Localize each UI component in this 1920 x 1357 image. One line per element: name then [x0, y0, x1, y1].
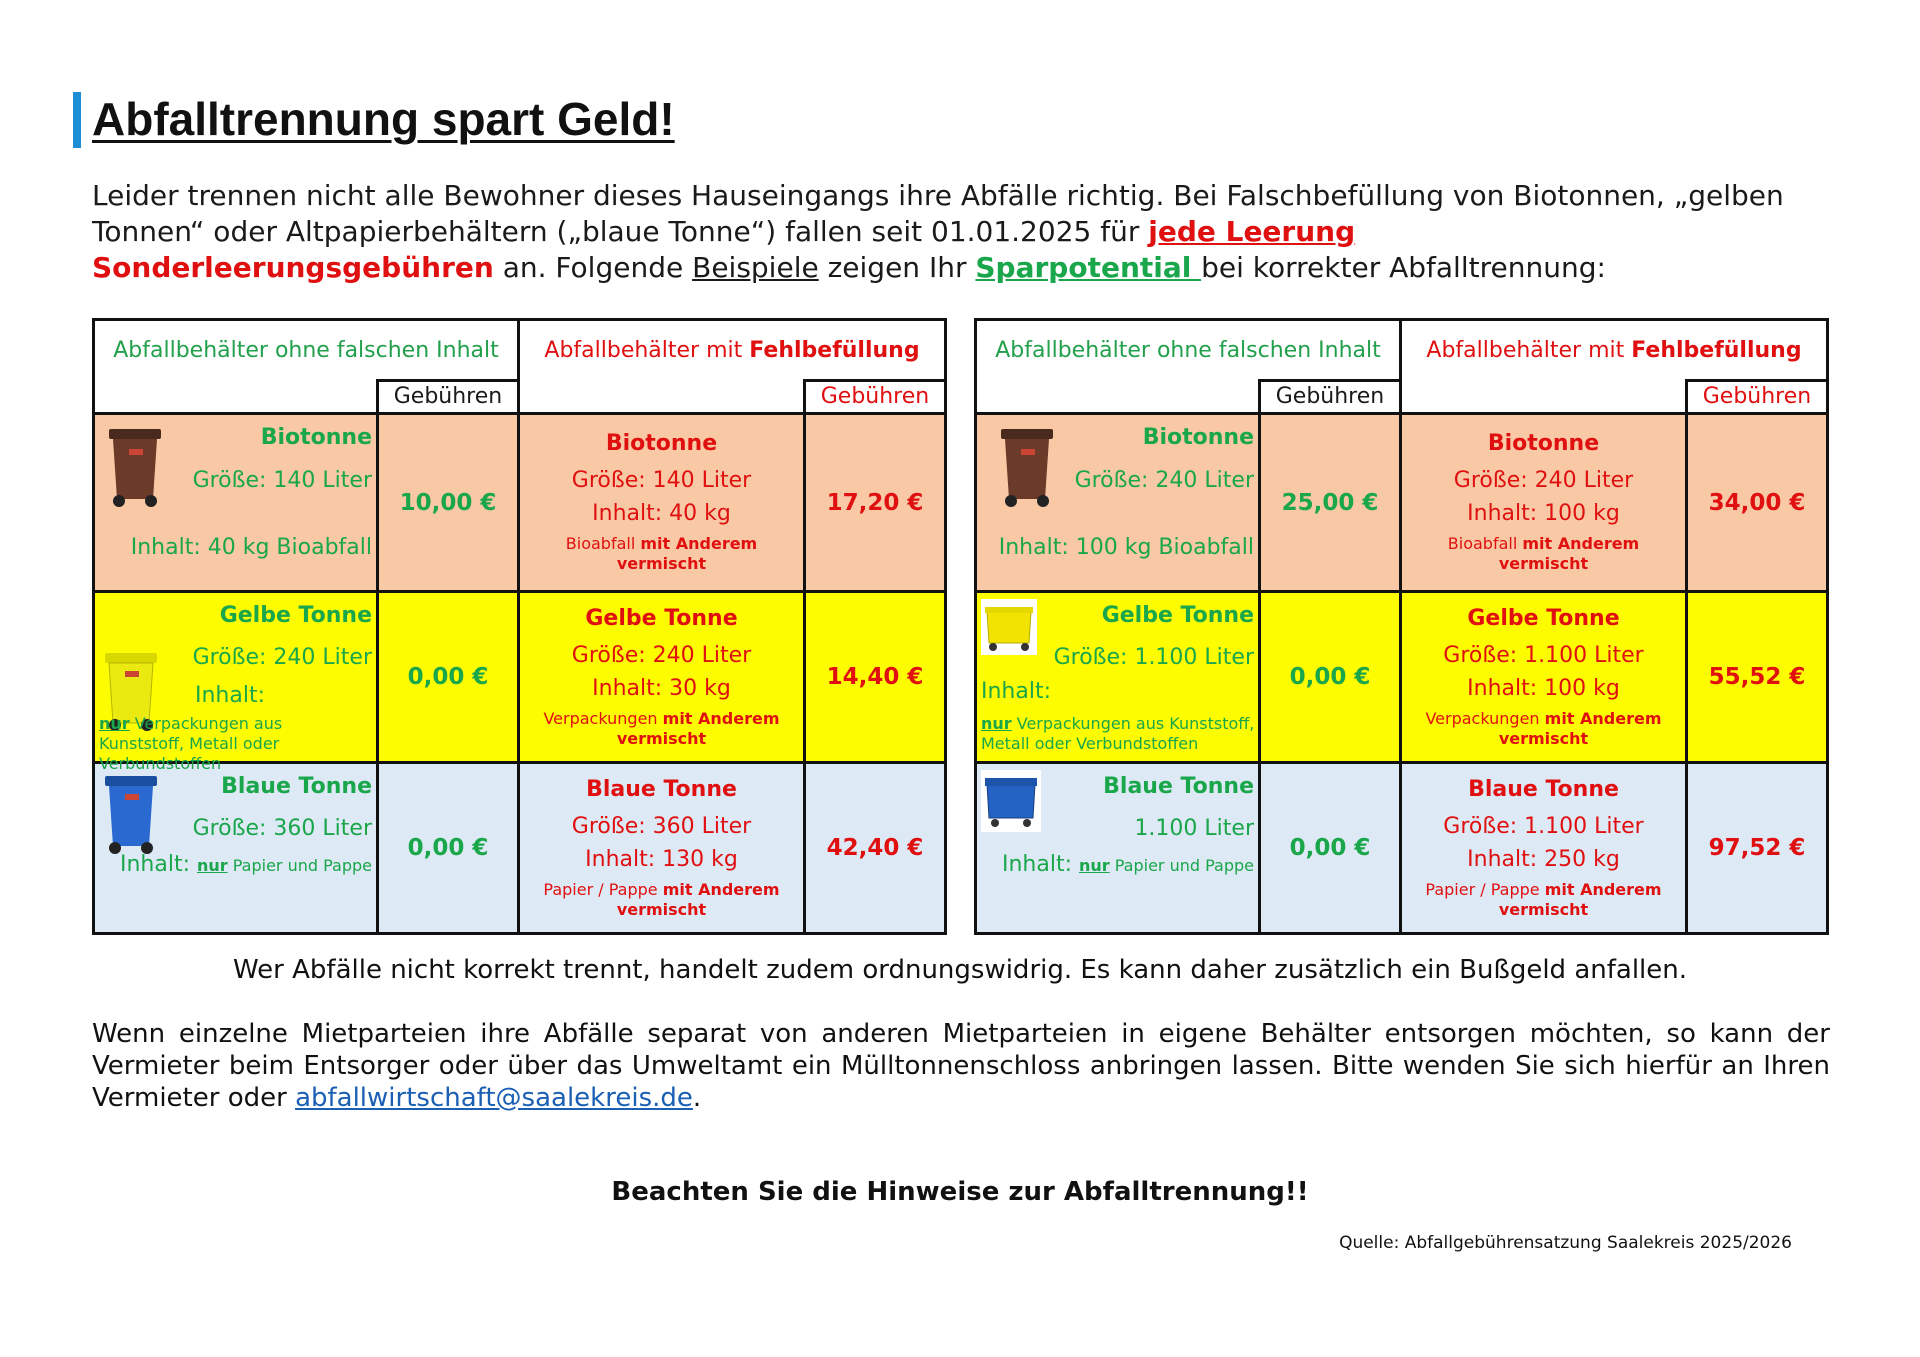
ok-content-detail-text: Papier und Pappe	[227, 856, 372, 875]
brown-bin-icon	[999, 425, 1055, 509]
fee-header-bad: Gebühren	[1687, 381, 1828, 414]
intro-emph-beispiele: Beispiele	[692, 251, 819, 284]
bad-bin-size: Größe: 1.100 Liter	[1443, 813, 1644, 839]
cell-bad-blau	[1401, 763, 1687, 934]
table-row-bio	[94, 414, 946, 592]
ok-bin-size: Größe: 240 Liter	[1074, 468, 1254, 493]
ok-content-detail-text: Papier und Pappe	[1109, 856, 1254, 875]
tenant-paragraph	[92, 1018, 1830, 1114]
header-ok: Abfallbehälter ohne falschen Inhalt	[94, 320, 519, 381]
bad-note-prefix: Bioabfall	[565, 534, 641, 553]
ok-bin-name: Gelbe Tonne	[1101, 603, 1254, 628]
fee-header-bad: Gebühren	[805, 381, 946, 414]
cell-bad-gelb	[519, 592, 805, 763]
intro-text-3: zeigen Ihr	[818, 251, 976, 284]
bad-note-bold: mit Anderem vermischt	[616, 708, 780, 748]
header-spacer	[1401, 381, 1687, 414]
bad-note-bold: mit Anderem vermischt	[616, 879, 780, 919]
ok-bin-content-detail	[981, 714, 1256, 754]
ok-bin-content: Inhalt: 100 kg Bioabfall	[998, 535, 1254, 560]
fee-header-ok: Gebühren	[378, 381, 519, 414]
fee-ok-bio: 10,00 €	[378, 414, 519, 592]
bad-bin-content: Inhalt: 100 kg	[1467, 675, 1620, 701]
bad-bin-name: Gelbe Tonne	[1467, 605, 1620, 631]
ok-content-label: Inhalt:	[1001, 852, 1079, 877]
source-note: Quelle: Abfallgebührensatzung Saalekreis 2025/2026	[1339, 1233, 1792, 1253]
ok-content-detail-text: Verpackungen aus Kunststoff, Metall oder Verbundstoffen	[99, 714, 283, 773]
cell-ok-blau	[976, 763, 1260, 934]
ok-bin-content: Inhalt: 40 kg Bioabfall	[130, 535, 372, 560]
fee-bad-bio: 17,20 €	[805, 414, 946, 592]
fee-ok-blau: 0,00 €	[1260, 763, 1401, 934]
blue-container-icon	[981, 770, 1041, 832]
intro-paragraph	[92, 178, 1832, 286]
intro-text-2: an. Folgende	[493, 251, 693, 284]
cell-ok-gelb	[976, 592, 1260, 763]
header-spacer	[519, 381, 805, 414]
header-spacer	[976, 381, 1260, 414]
header-bad-prefix: Abfallbehälter mit	[544, 337, 750, 363]
ok-content-label: Inhalt:	[119, 852, 197, 877]
fee-bad-blau: 97,52 €	[1687, 763, 1828, 934]
bad-bin-size: Größe: 240 Liter	[571, 642, 752, 668]
intro-emph-jede-leerung: jede Leerung	[1148, 215, 1356, 248]
bad-note-bold: mit Anderem vermischt	[616, 534, 758, 573]
ok-bin-size: Größe: 240 Liter	[192, 645, 372, 670]
bad-bin-content: Inhalt: 100 kg	[1467, 501, 1620, 526]
bad-note-prefix: Papier / Pappe	[1425, 879, 1545, 899]
fee-bad-gelb: 14,40 €	[805, 592, 946, 763]
ok-bin-size: 1.100 Liter	[1134, 816, 1254, 841]
header-bad-bold: Fehlbefüllung	[1631, 337, 1802, 363]
bad-note-bold: mit Anderem vermischt	[1498, 879, 1662, 919]
cell-ok-bio	[976, 414, 1260, 592]
fee-ok-gelb: 0,00 €	[1260, 592, 1401, 763]
ok-bin-size: Größe: 360 Liter	[192, 816, 372, 841]
ok-bin-name: Gelbe Tonne	[219, 603, 372, 628]
cell-bad-blau	[519, 763, 805, 934]
intro-text-4: bei korrekter Abfalltrennung:	[1201, 251, 1606, 284]
intro-emph-sparpotential: Sparpotential	[975, 251, 1202, 284]
cell-ok-bio	[94, 414, 378, 592]
header-bad-prefix: Abfallbehälter mit	[1426, 337, 1632, 363]
ok-bin-size: Größe: 140 Liter	[192, 468, 372, 493]
bad-note-prefix: Bioabfall	[1447, 534, 1523, 553]
table-row-bio	[976, 414, 1828, 592]
bad-bin-content: Inhalt: 40 kg	[592, 501, 731, 526]
bad-bin-size: Größe: 360 Liter	[571, 813, 752, 839]
ok-bin-name: Blaue Tonne	[221, 774, 372, 799]
bad-bin-content: Inhalt: 250 kg	[1467, 846, 1620, 872]
bad-bin-name: Blaue Tonne	[586, 776, 737, 802]
header-ok: Abfallbehälter ohne falschen Inhalt	[976, 320, 1401, 381]
ok-bin-size: Größe: 1.100 Liter	[1053, 645, 1254, 670]
brown-bin-icon	[107, 425, 163, 509]
fee-table-large-bins	[974, 318, 1829, 935]
ok-bin-content-label: Inhalt:	[981, 679, 1052, 704]
bad-bin-content: Inhalt: 130 kg	[585, 846, 738, 872]
fee-ok-gelb: 0,00 €	[378, 592, 519, 763]
table-row-blau	[976, 763, 1828, 934]
header-bad-bold: Fehlbefüllung	[749, 337, 920, 363]
header-bad	[1401, 320, 1828, 381]
fee-ok-blau: 0,00 €	[378, 763, 519, 934]
bad-bin-size: Größe: 1.100 Liter	[1443, 642, 1644, 668]
table-row-gelb	[976, 592, 1828, 763]
bad-bin-size: Größe: 140 Liter	[571, 468, 752, 493]
bad-note-bold: mit Anderem vermischt	[1498, 534, 1640, 573]
fee-header-ok: Gebühren	[1260, 381, 1401, 414]
page-title: Abfalltrennung spart Geld!	[92, 93, 675, 145]
tenant-text: Wenn einzelne Mietparteien ihre Abfälle separat von anderen Mietparteien in eigene Behälter entsorgen möchten, so kann der Vermieter beim Entsorger oder über das Umweltamt ein Mülltonnenschloss anbringen lassen. Bitte wenden Sie sich hierfür an Ihren Vermieter oder	[92, 1019, 1830, 1113]
email-link[interactable]: abfallwirtschaft@saalekreis.de	[295, 1083, 693, 1113]
bad-note-prefix: Verpackungen	[543, 708, 663, 728]
blue-bin-icon	[103, 772, 159, 856]
cell-ok-gelb	[94, 592, 378, 773]
bad-bin-name: Blaue Tonne	[1468, 776, 1619, 802]
fee-ok-bio: 25,00 €	[1260, 414, 1401, 592]
ok-bin-name: Biotonne	[260, 425, 372, 450]
fee-bad-gelb: 55,52 €	[1687, 592, 1828, 763]
table-row-gelb	[94, 592, 946, 763]
fee-table-small-bins	[92, 318, 947, 935]
bad-bin-name: Gelbe Tonne	[585, 605, 738, 631]
ok-bin-content	[1002, 852, 1254, 877]
fine-notice: Wer Abfälle nicht korrekt trennt, handelt zudem ordnungswidrig. Es kann daher zusätzlich ein Bußgeld anfallen.	[232, 955, 1688, 985]
nur-label: nur	[1078, 856, 1110, 875]
header-spacer	[94, 381, 378, 414]
bad-bin-size: Größe: 240 Liter	[1453, 468, 1634, 493]
header-bad	[519, 320, 946, 381]
yellow-container-icon	[981, 599, 1037, 655]
bad-bin-content: Inhalt: 30 kg	[592, 675, 731, 701]
cell-bad-gelb	[1401, 592, 1687, 763]
ok-bin-content	[120, 852, 372, 877]
separation-hint: Beachten Sie die Hinweise zur Abfalltrennung!!	[611, 1177, 1309, 1207]
ok-bin-name: Biotonne	[1142, 425, 1254, 450]
cell-ok-blau	[94, 763, 378, 934]
ok-bin-content-label: Inhalt:	[195, 683, 266, 708]
ok-bin-name: Blaue Tonne	[1103, 774, 1254, 799]
cell-bad-bio	[519, 414, 805, 592]
tenant-text-end: .	[692, 1083, 702, 1113]
nur-label: nur	[196, 856, 228, 875]
ok-content-detail-text: Verpackungen aus Kunststoff, Metall oder Verbundstoffen	[981, 714, 1255, 753]
fee-bad-bio: 34,00 €	[1687, 414, 1828, 592]
bad-bin-name: Biotonne	[605, 431, 718, 456]
bad-note-prefix: Papier / Pappe	[543, 879, 663, 899]
intro-emph-sonderleerung: Sonderleerungsgebühren	[92, 251, 494, 284]
bad-bin-name: Biotonne	[1487, 431, 1600, 456]
bad-note-bold: mit Anderem vermischt	[1498, 708, 1662, 748]
bad-note-prefix: Verpackungen	[1425, 708, 1545, 728]
title-accent-bar	[73, 92, 81, 148]
nur-label: nur	[99, 714, 130, 733]
cell-bad-bio	[1401, 414, 1687, 592]
table-row-blau	[94, 763, 946, 934]
intro-text-1: Leider trennen nicht alle Bewohner dieses Hauseingangs ihre Abfälle richtig. Bei Falschbefüllung von Biotonnen, „gelben Tonnen“ oder Altpapierbehältern („blaue Tonne“) fallen seit 01.01.2025 für	[92, 179, 1784, 248]
fee-bad-blau: 42,40 €	[805, 763, 946, 934]
nur-label: nur	[981, 714, 1012, 733]
